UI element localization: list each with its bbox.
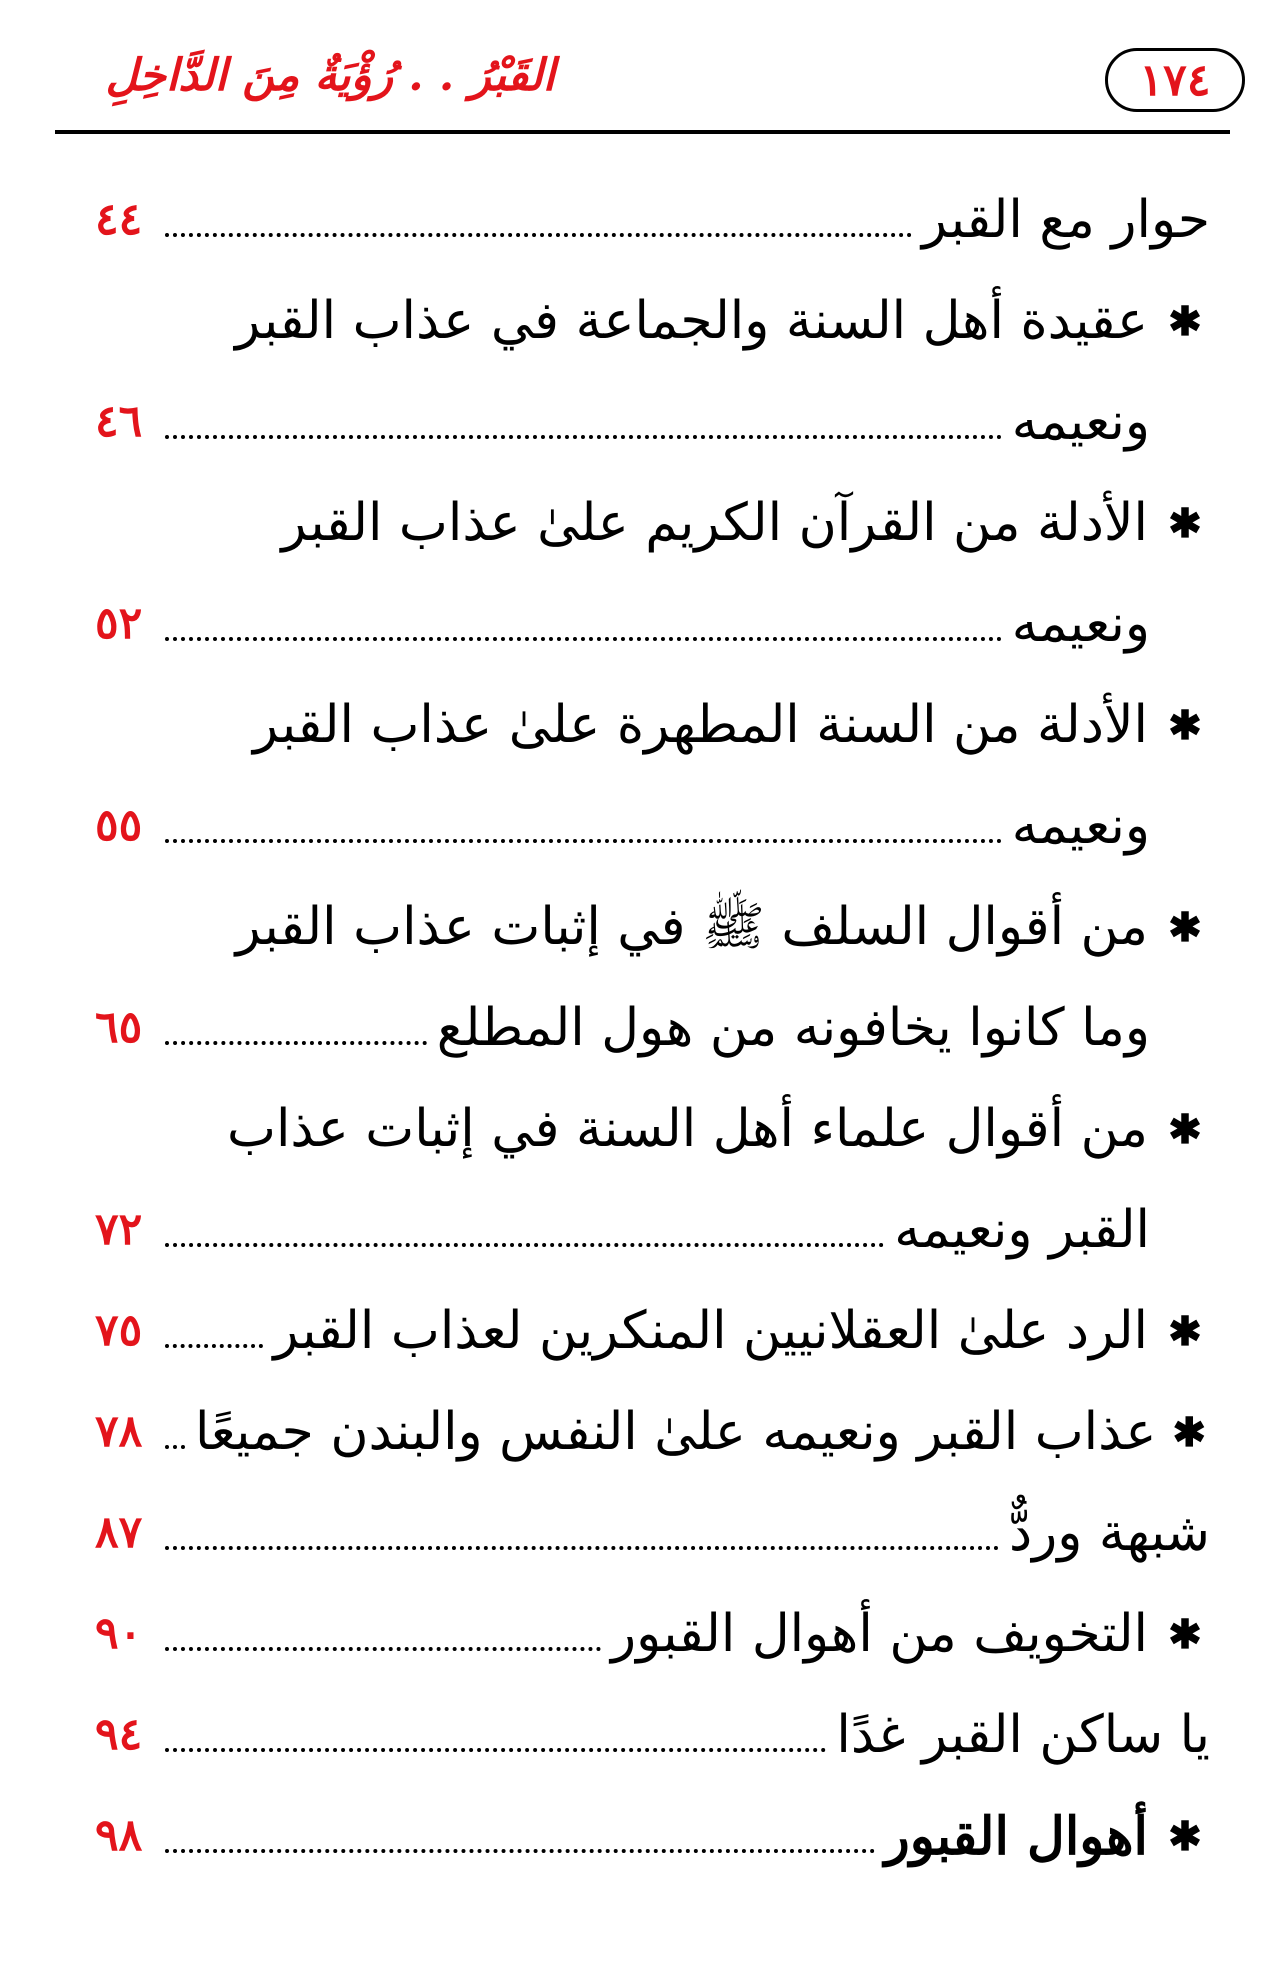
toc-entry-page: ٩٤ bbox=[95, 1709, 143, 1761]
asterisk-icon: ✱ bbox=[1168, 1812, 1202, 1860]
toc-entry-page: ٩٨ bbox=[95, 1810, 143, 1862]
toc-entry-page: ٧٢ bbox=[95, 1204, 143, 1256]
toc-entry-page: ٤٦ bbox=[95, 396, 143, 448]
asterisk-icon: ✱ bbox=[1168, 1307, 1202, 1355]
toc-entry-title: من أقوال السلف ﷺ في إثبات عذاب القبر bbox=[235, 896, 1148, 957]
toc-entry-title: أهوال القبور bbox=[884, 1805, 1148, 1867]
toc-entry bbox=[95, 170, 1210, 271]
toc-entry-page: ٨٧ bbox=[95, 1507, 143, 1559]
running-title: القَبْرُ . . رُؤْيَةٌ مِنَ الدَّاخِلِ bbox=[105, 50, 555, 101]
toc-entry-title: ونعيمه bbox=[1011, 391, 1150, 452]
toc-entry bbox=[95, 473, 1210, 574]
dot-leader bbox=[165, 637, 1002, 641]
toc-entry-page: ٩٠ bbox=[95, 1608, 143, 1660]
dot-leader bbox=[165, 1748, 826, 1752]
toc-entry-continuation bbox=[95, 776, 1210, 877]
toc-entry bbox=[95, 1584, 1210, 1685]
toc-entry-title: الأدلة من القرآن الكريم علىٰ عذاب القبر bbox=[281, 492, 1148, 553]
dot-leader bbox=[165, 435, 1002, 439]
toc-entry-continuation bbox=[95, 978, 1210, 1079]
page-number: ١٧٤ bbox=[1105, 48, 1245, 112]
toc-entry-title: التخويف من أهوال القبور bbox=[611, 1603, 1148, 1664]
toc-entry-page: ٦٥ bbox=[95, 1002, 143, 1054]
toc-entry-page: ٤٤ bbox=[95, 194, 143, 246]
asterisk-icon: ✱ bbox=[1168, 903, 1202, 951]
toc-entry-title: الرد علىٰ العقلانيين المنكرين لعذاب القبر bbox=[273, 1300, 1148, 1361]
toc-entry-title: الأدلة من السنة المطهرة علىٰ عذاب القبر bbox=[252, 694, 1148, 755]
toc-entry-page: ٧٥ bbox=[95, 1305, 143, 1357]
page-header bbox=[55, 30, 1230, 134]
toc-entry-continuation bbox=[95, 574, 1210, 675]
toc-entry bbox=[95, 675, 1210, 776]
asterisk-icon: ✱ bbox=[1168, 701, 1202, 749]
toc-entry-title: عقيدة أهل السنة والجماعة في عذاب القبر bbox=[235, 290, 1148, 351]
toc-entry bbox=[95, 1685, 1210, 1786]
dot-leader bbox=[165, 1243, 884, 1247]
toc-entry-page: ٧٨ bbox=[95, 1406, 143, 1458]
toc-entry-title: شبهة وردٌّ bbox=[1008, 1502, 1210, 1563]
toc-entry bbox=[95, 1382, 1210, 1483]
dot-leader bbox=[165, 1849, 875, 1853]
toc-entry-page: ٥٥ bbox=[95, 800, 143, 852]
asterisk-icon: ✱ bbox=[1168, 499, 1202, 547]
toc-entry-title: ونعيمه bbox=[1011, 795, 1150, 856]
toc-entry bbox=[95, 1786, 1210, 1887]
toc-entry bbox=[95, 271, 1210, 372]
toc-entry-continuation bbox=[95, 372, 1210, 473]
dot-leader bbox=[165, 1546, 999, 1550]
dot-leader bbox=[165, 1344, 263, 1348]
toc-entry-title: ونعيمه bbox=[1011, 593, 1150, 654]
toc-entry-title: حوار مع القبر bbox=[921, 189, 1210, 250]
dot-leader bbox=[165, 1445, 185, 1449]
dot-leader bbox=[165, 233, 912, 237]
asterisk-icon: ✱ bbox=[1172, 1408, 1206, 1456]
asterisk-icon: ✱ bbox=[1168, 297, 1202, 345]
toc-entry-title: القبر ونعيمه bbox=[894, 1199, 1150, 1260]
toc-entry bbox=[95, 1281, 1210, 1382]
asterisk-icon: ✱ bbox=[1168, 1105, 1202, 1153]
toc-entry-page: ٥٢ bbox=[95, 598, 143, 650]
toc-entry-title: وما كانوا يخافونه من هول المطلع bbox=[436, 997, 1150, 1058]
toc-entry-continuation bbox=[95, 1180, 1210, 1281]
dot-leader bbox=[165, 839, 1002, 843]
toc-entry-title: يا ساكن القبر غدًا bbox=[836, 1704, 1210, 1765]
toc-entry-title: عذاب القبر ونعيمه علىٰ النفس والبندن جميعًا bbox=[195, 1401, 1157, 1462]
dot-leader bbox=[165, 1647, 601, 1651]
toc-entry-title: من أقوال علماء أهل السنة في إثبات عذاب bbox=[227, 1098, 1148, 1159]
toc-entry bbox=[95, 1079, 1210, 1180]
toc-entry bbox=[95, 877, 1210, 978]
asterisk-icon: ✱ bbox=[1168, 1610, 1202, 1658]
table-of-contents bbox=[95, 170, 1210, 1887]
toc-entry bbox=[95, 1483, 1210, 1584]
dot-leader bbox=[165, 1041, 427, 1045]
